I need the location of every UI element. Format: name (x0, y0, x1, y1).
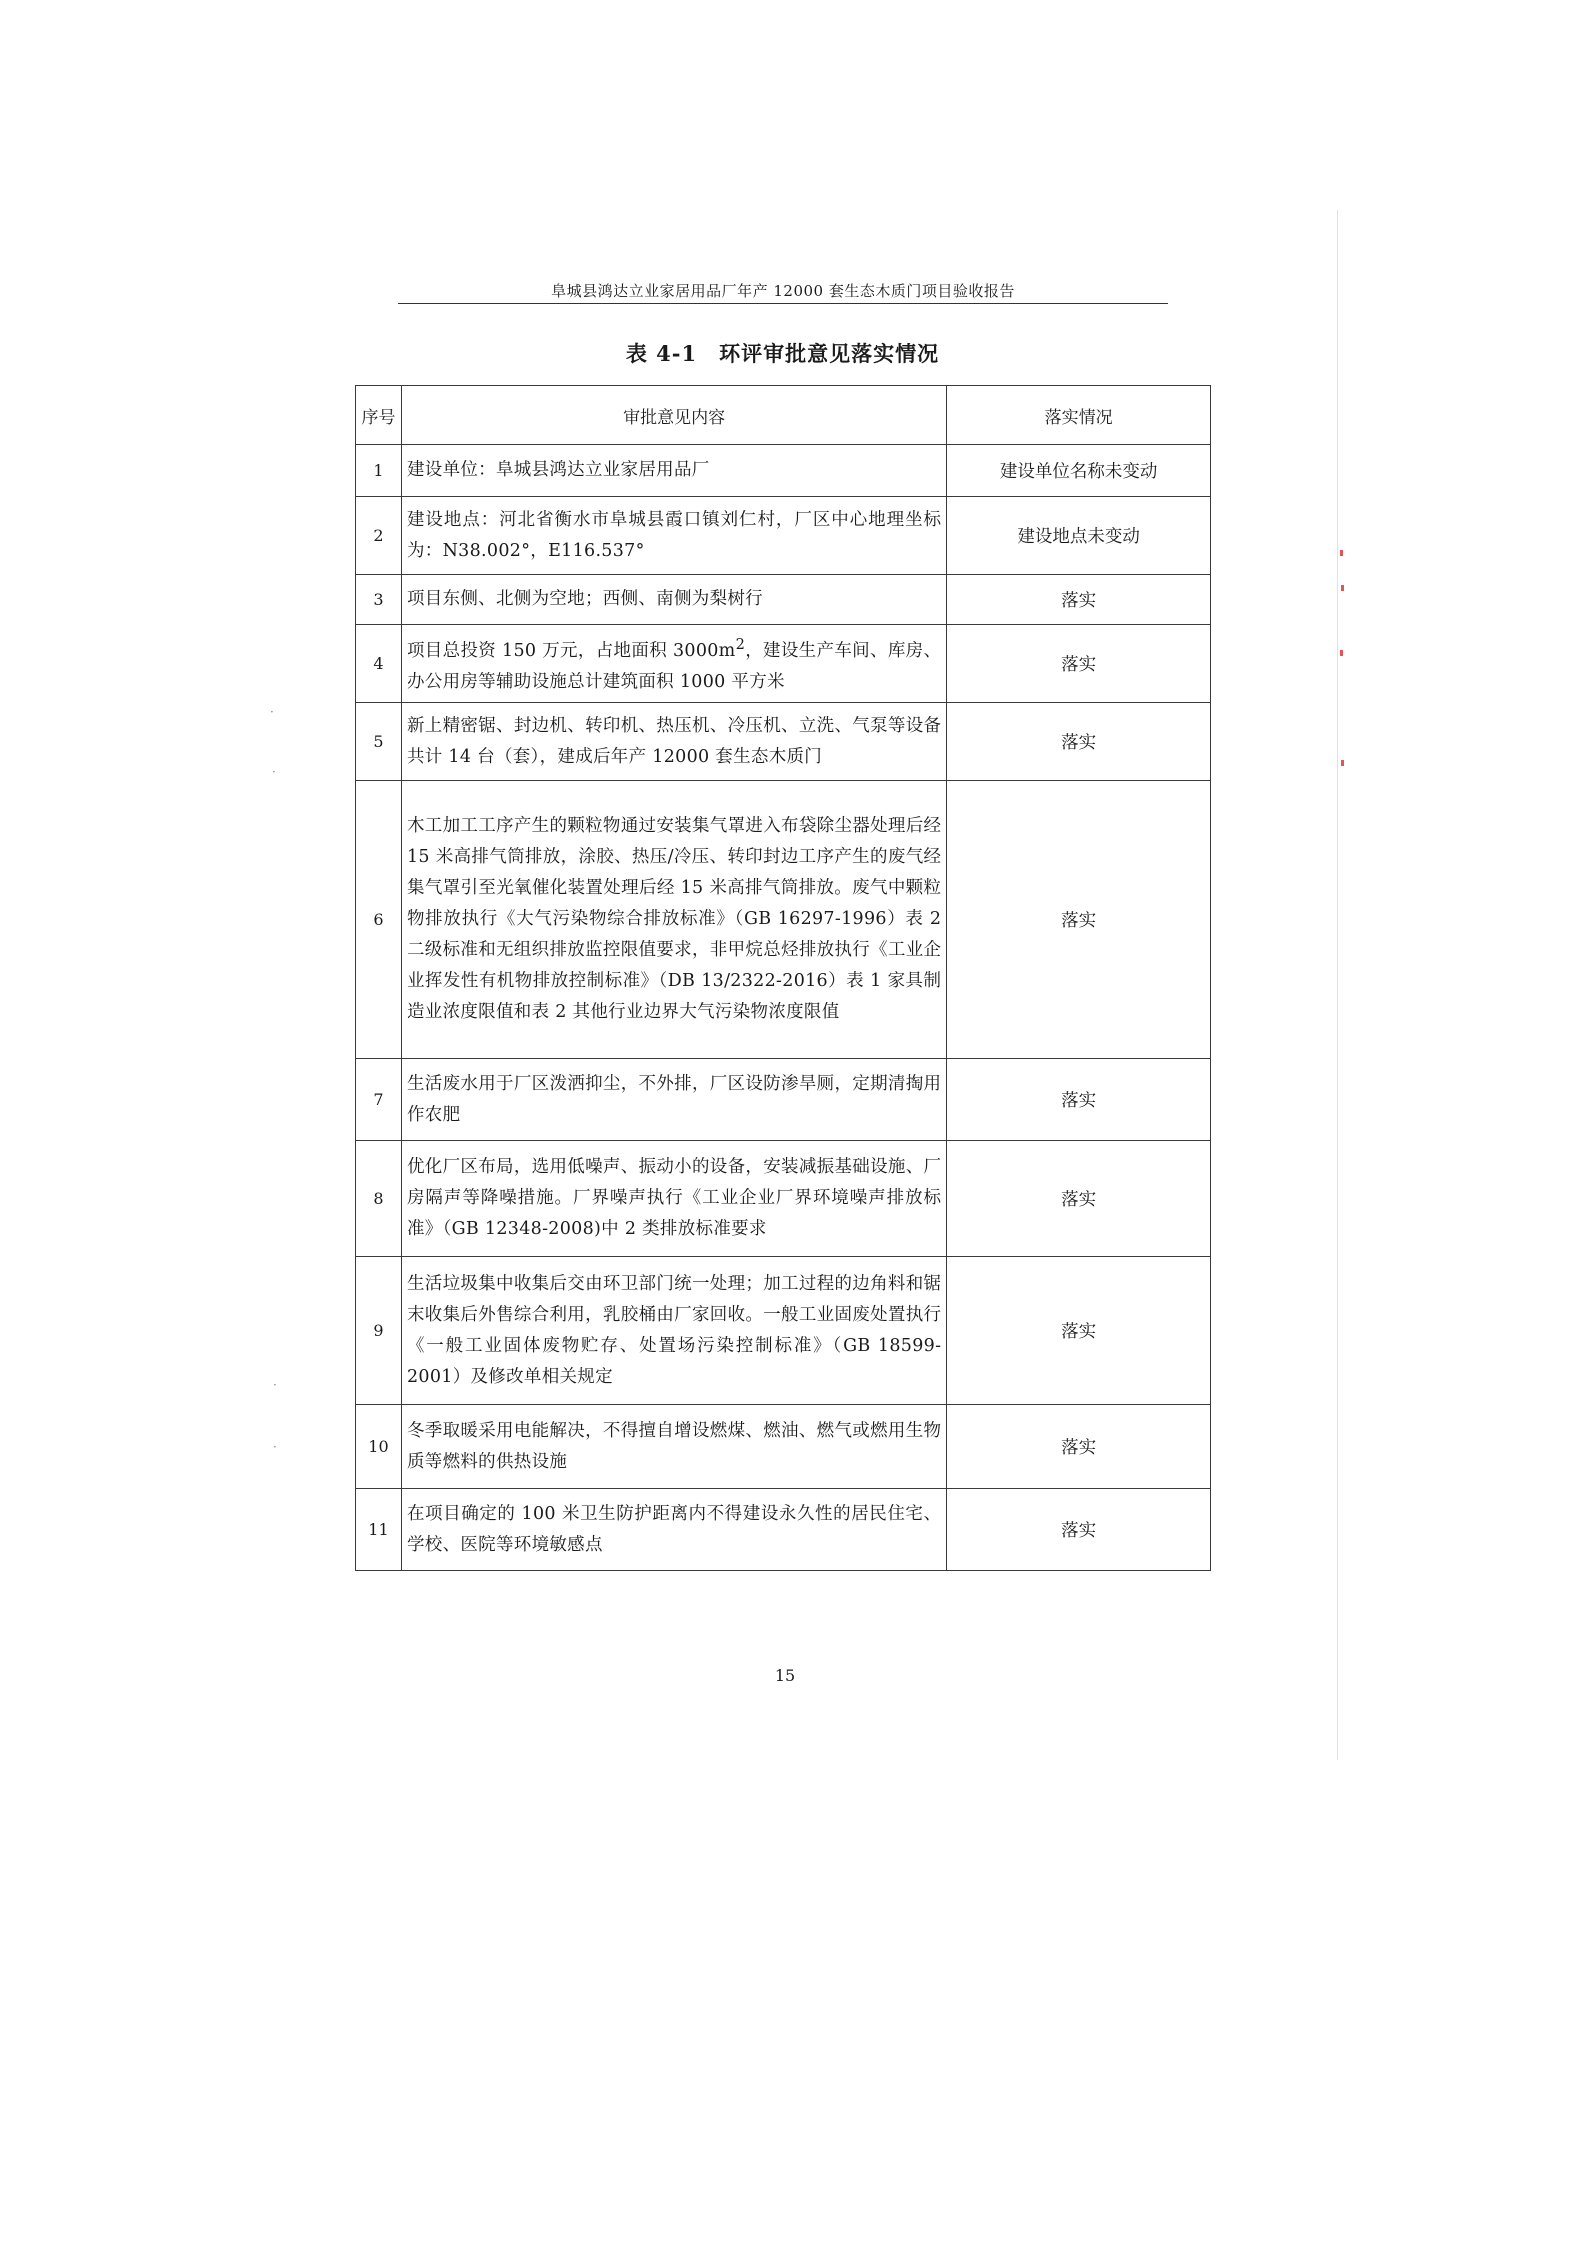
row-number: 11 (356, 1489, 402, 1571)
row-content: 木工加工工序产生的颗粒物通过安装集气罩进入布袋除尘器处理后经 15 米高排气筒排放，涂胶、热压/冷压、转印封边工序产生的废气经集气罩引至光氧催化装置处理后经 15 米高排气筒排放。废气中颗粒物排放执行《大气污染物综合排放标准》（GB 16297-1996）表 2 二级标准和无组织排放监控限值要求，非甲烷总烃排放执行《工业企业挥发性有机物排放控制标准》（DB 13/2322-2016）表 1 家具制造业浓度限值和表 2 其他行业边界大气污染物浓度限值 (401, 781, 946, 1059)
approval-table (355, 385, 1211, 1571)
column-header-content: 审批意见内容 (401, 386, 946, 445)
row-status: 落实 (947, 1405, 1211, 1489)
scan-edge-line (1337, 210, 1338, 1760)
row-number: 4 (356, 625, 402, 703)
row-status: 落实 (947, 781, 1211, 1059)
scan-mark: · (272, 765, 276, 779)
row-content: 项目东侧、北侧为空地；西侧、南侧为梨树行 (401, 575, 946, 625)
row-status: 落实 (947, 703, 1211, 781)
table-row (356, 575, 1211, 625)
scan-mark: · (273, 1440, 277, 1454)
table-row (356, 1059, 1211, 1141)
row-number: 1 (356, 445, 402, 497)
row-number: 8 (356, 1141, 402, 1257)
table-row (356, 445, 1211, 497)
row-status: 建设地点未变动 (947, 497, 1211, 575)
table-row (356, 1489, 1211, 1571)
row-status: 落实 (947, 1257, 1211, 1405)
row-content: 新上精密锯、封边机、转印机、热压机、冷压机、立洗、气泵等设备共计 14 台（套），建成后年产 12000 套生态木质门 (401, 703, 946, 781)
header-rule (398, 303, 1168, 304)
row-status: 落实 (947, 1141, 1211, 1257)
scan-speck (1341, 760, 1344, 766)
table-row (356, 781, 1211, 1059)
row-status: 落实 (947, 1489, 1211, 1571)
row-number: 9 (356, 1257, 402, 1405)
row-number: 2 (356, 497, 402, 575)
table-row (356, 1257, 1211, 1405)
table-row (356, 497, 1211, 575)
row-status: 落实 (947, 625, 1211, 703)
table-row (356, 1141, 1211, 1257)
scan-mark: · (270, 705, 274, 719)
table-row (356, 625, 1211, 703)
row-content: 冬季取暖采用电能解决，不得擅自增设燃煤、燃油、燃气或燃用生物质等燃料的供热设施 (401, 1405, 946, 1489)
scan-mark: · (273, 1378, 277, 1392)
row-number: 3 (356, 575, 402, 625)
running-header: 阜城县鸿达立业家居用品厂年产 12000 套生态木质门项目验收报告 (551, 282, 1015, 300)
row-content: 生活废水用于厂区泼洒抑尘，不外排，厂区设防渗旱厕，定期清掏用作农肥 (401, 1059, 946, 1141)
row-status: 建设单位名称未变动 (947, 445, 1211, 497)
row-content: 优化厂区布局，选用低噪声、振动小的设备，安装减振基础设施、厂房隔声等降噪措施。厂界噪声执行《工业企业厂界环境噪声排放标准》（GB 12348-2008)中 2 类排放标准要求 (401, 1141, 946, 1257)
row-content: 项目总投资 150 万元，占地面积 $3000m^2$，建设生产车间、库房、办公用房等辅助设施总计建筑面积 1000 平方米 (401, 625, 946, 703)
scan-speck (1340, 650, 1343, 656)
table-row (356, 703, 1211, 781)
scan-speck (1340, 550, 1343, 556)
row-number: 10 (356, 1405, 402, 1489)
table-row (356, 1405, 1211, 1489)
table-title: 表 4-1 环评审批意见落实情况 (625, 341, 940, 366)
table-header-row (356, 386, 1211, 445)
column-header-status: 落实情况 (947, 386, 1211, 445)
row-status: 落实 (947, 1059, 1211, 1141)
row-number: 7 (356, 1059, 402, 1141)
row-content: 在项目确定的 100 米卫生防护距离内不得建设永久性的居民住宅、学校、医院等环境敏感点 (401, 1489, 946, 1571)
row-content: 生活垃圾集中收集后交由环卫部门统一处理；加工过程的边角料和锯末收集后外售综合利用，乳胶桶由厂家回收。一般工业固废处置执行《一般工业固体废物贮存、处置场污染控制标准》（GB 18599-2001）及修改单相关规定 (401, 1257, 946, 1405)
row-status: 落实 (947, 575, 1211, 625)
row-content: 建设单位：阜城县鸿达立业家居用品厂 (401, 445, 946, 497)
page-number: 15 (774, 1666, 796, 1685)
row-content: 建设地点：河北省衡水市阜城县霞口镇刘仁村，厂区中心地理坐标为：N38.002°，E116.537° (401, 497, 946, 575)
row-number: 6 (356, 781, 402, 1059)
scan-speck (1341, 585, 1344, 591)
column-header-no: 序号 (356, 386, 402, 445)
row-number: 5 (356, 703, 402, 781)
